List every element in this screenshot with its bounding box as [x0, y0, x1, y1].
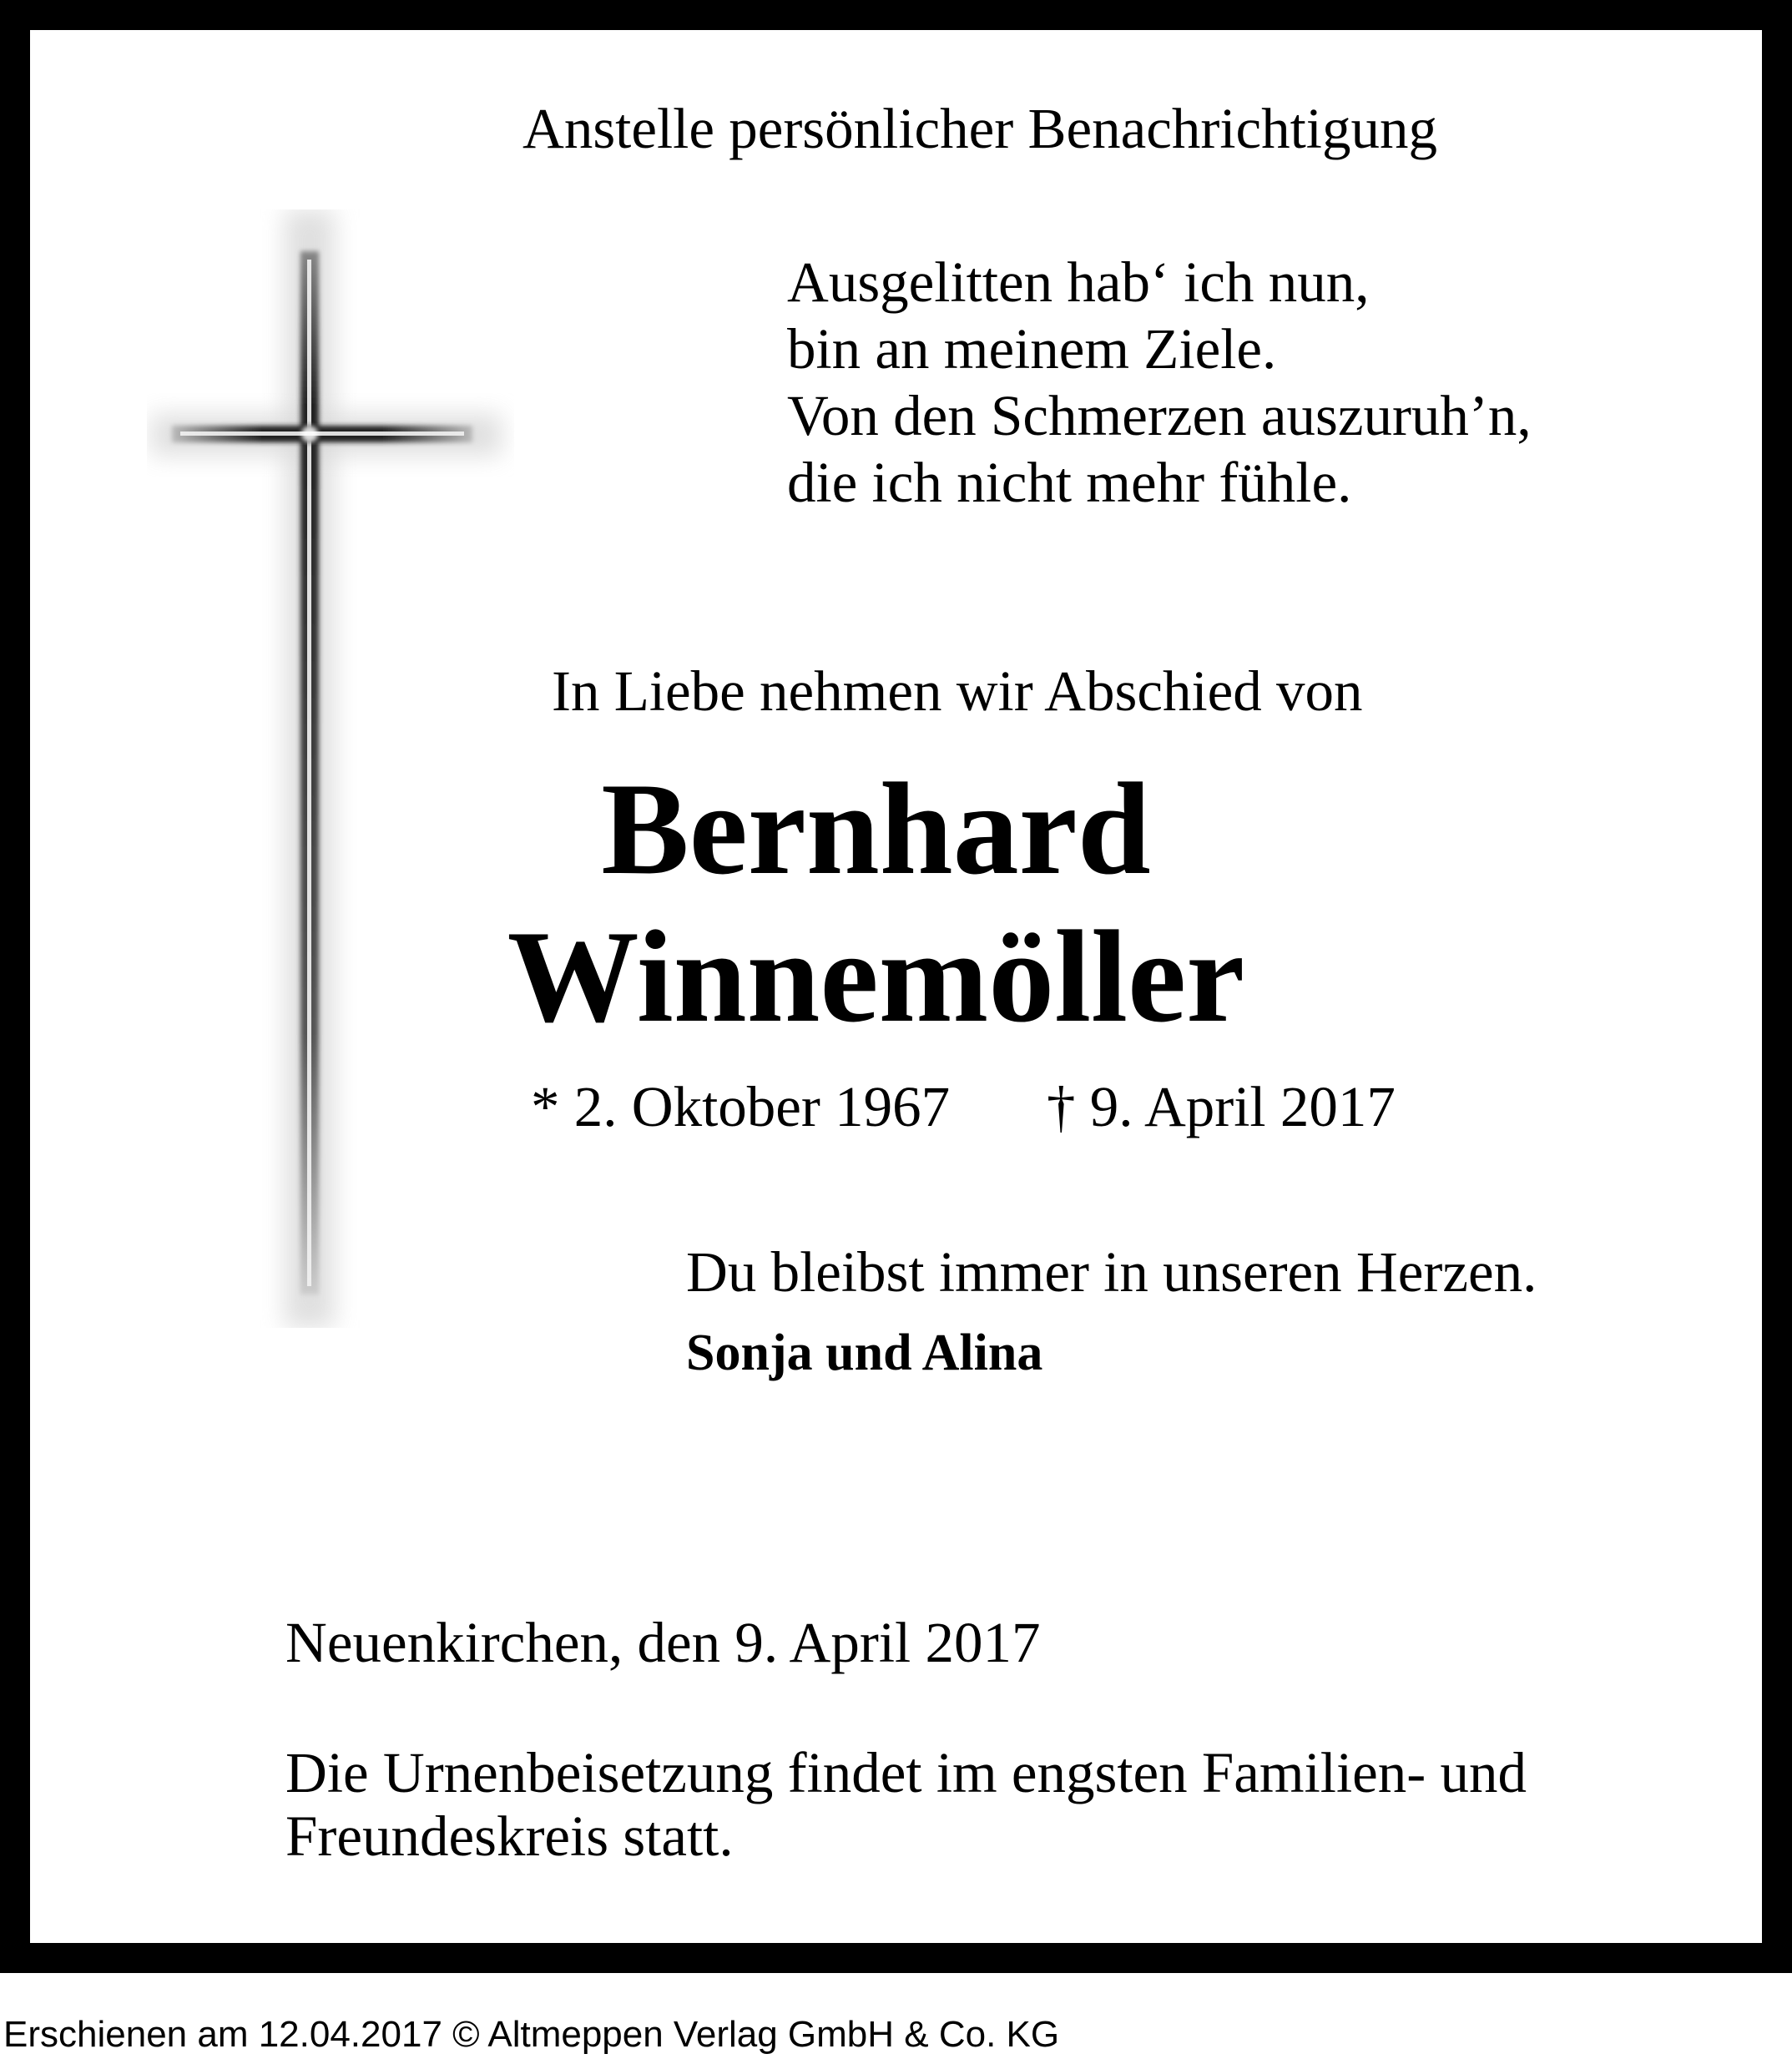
burial-line: Die Urnenbeisetzung findet im engsten Familien- und — [285, 1741, 1527, 1804]
poem-line: bin an meinem Ziele. — [787, 317, 1277, 381]
poem — [787, 249, 1532, 516]
deceased-last-name: Winnemöller — [507, 904, 1245, 1050]
burial-info — [285, 1741, 1527, 1868]
poem-line: Ausgelitten hab‘ ich nun, — [787, 250, 1370, 314]
farewell-text: In Liebe nehmen wir Abschied von — [552, 659, 1363, 723]
poem-line: die ich nicht mehr fühle. — [787, 451, 1352, 514]
deceased-first-name: Bernhard — [601, 756, 1151, 902]
signature: Sonja und Alina — [686, 1325, 1043, 1381]
publication-footer: Erschienen am 12.04.2017 © Altmeppen Verlag GmbH & Co. KG — [3, 2014, 1060, 2055]
place-date: Neuenkirchen, den 9. April 2017 — [285, 1611, 1041, 1674]
notice-header: Anstelle persönlicher Benachrichtigung — [522, 97, 1437, 160]
poem-line: Von den Schmerzen auszuruh’n, — [787, 384, 1532, 447]
burial-line: Freundeskreis statt. — [285, 1804, 734, 1868]
birth-date: * 2. Oktober 1967 — [531, 1075, 951, 1138]
death-date: † 9. April 2017 — [1047, 1075, 1396, 1138]
remembrance-text: Du bleibst immer in unseren Herzen. — [686, 1240, 1537, 1304]
